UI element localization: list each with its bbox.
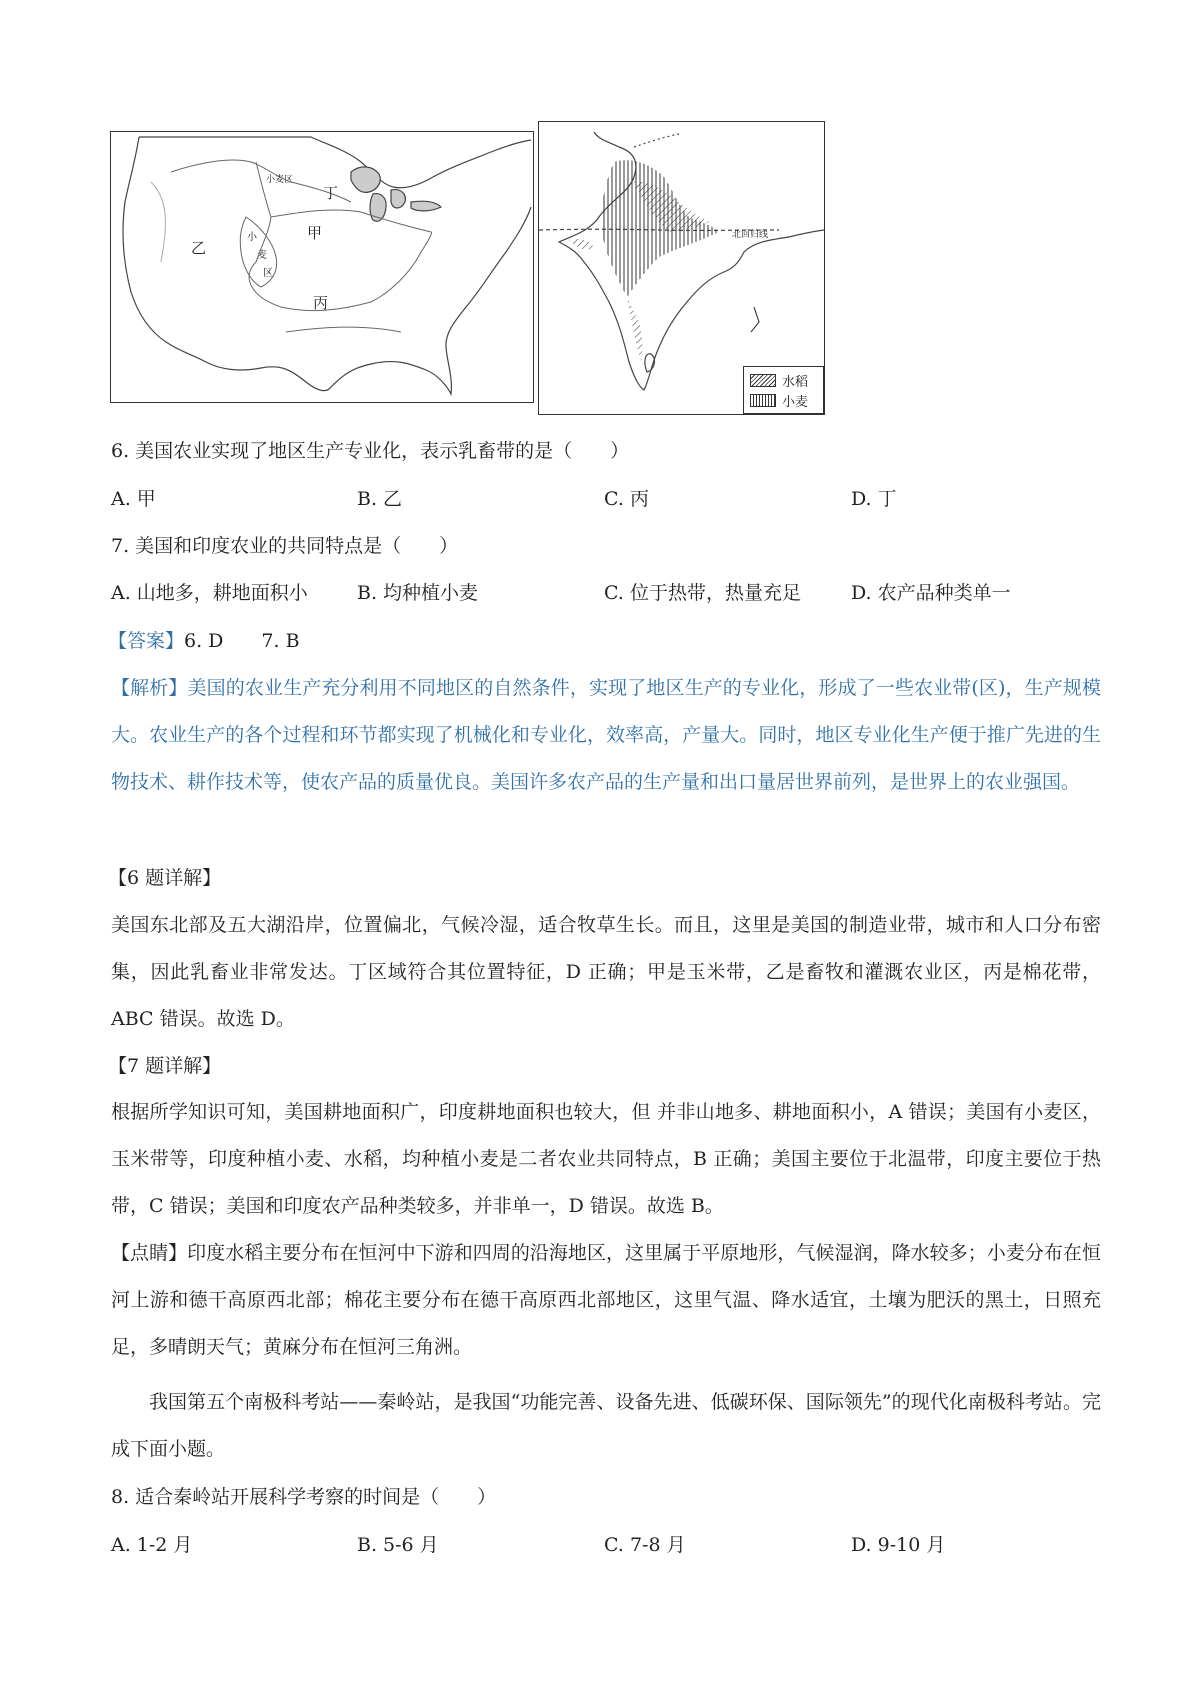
- legend-label-rice: 水稻: [782, 374, 809, 390]
- dianjing-tag: 【点睛】: [111, 1242, 188, 1264]
- q6-option-b: B. 乙: [357, 488, 403, 510]
- q6-option-d: D. 丁: [851, 488, 897, 510]
- label-wheat-north: 小麦区: [266, 175, 294, 185]
- q7-option-d: D. 农产品种类单一: [851, 582, 1011, 604]
- usa-agriculture-map: [110, 131, 534, 403]
- label-ding: 丁: [323, 184, 339, 202]
- q7-option-a: A. 山地多，耕地面积小: [111, 582, 308, 604]
- legend-item-rice: [750, 371, 808, 389]
- q8-option-b: B. 5-6 月: [357, 1534, 439, 1556]
- q7-stem: 7. 美国和印度农业的共同特点是（ ）: [111, 535, 459, 557]
- legend-item-wheat: [750, 391, 808, 409]
- q8-option-a: A. 1-2 月: [111, 1534, 193, 1556]
- india-agriculture-map: [538, 121, 825, 415]
- answer-text: 6. D 7. B: [184, 630, 300, 652]
- rice-pattern-swatch: [750, 374, 776, 387]
- label-tropic-of-cancer: 北回归线: [732, 230, 769, 240]
- legend-label-wheat: 小麦: [782, 394, 809, 410]
- answer-line: [108, 628, 300, 654]
- q7-option-b: B. 均种植小麦: [357, 582, 479, 604]
- q8-option-d: D. 9-10 月: [851, 1534, 946, 1556]
- detail6-text: 美国东北部及五大湖沿岸，位置偏北，气候冷湿，适合牧草生长。而且，这里是美国的制造业带，城市和人口分布密集，因此乳畜业非常发达。丁区域符合其位置特征，D 正确；甲是玉米带，乙是畜牧和灌溉农业区，丙是棉花带，ABC 错误。故选 D。: [111, 914, 1101, 1030]
- map-legend: [743, 366, 824, 414]
- dianjing-paragraph: [111, 1230, 1101, 1371]
- q6-stem: 6. 美国农业实现了地区生产专业化，表示乳畜带的是（ ）: [111, 440, 630, 462]
- detail7-title: 【7 题详解】: [108, 1055, 222, 1077]
- label-wheat-south-1: 小: [247, 232, 257, 243]
- q6-option-c: C. 丙: [604, 488, 649, 510]
- detail6-title: 【6 题详解】: [108, 867, 222, 889]
- dianjing-text: 印度水稻主要分布在恒河中下游和四周的沿海地区，这里属于平原地形，气候湿润，降水较多；小麦分布在恒河上游和德干高原西北部；棉花主要分布在德干高原西北部地区，这里气温、降水适宜，土壤为肥沃的黑土，日照充足，多晴朗天气；黄麻分布在恒河三角洲。: [111, 1242, 1101, 1358]
- label-wheat-south-3: 区: [263, 268, 273, 279]
- label-jia: 甲: [307, 224, 323, 242]
- q8-stem: 8. 适合秦岭站开展科学考察的时间是（ ）: [111, 1486, 497, 1508]
- analysis-text: 美国的农业生产充分利用不同地区的自然条件，实现了地区生产的专业化，形成了一些农业带(区)，生产规模大。农业生产的各个过程和环节都实现了机械化和专业化，效率高，产量大。同时，地区专业化生产便于推广先进的生物技术、耕作技术等，使农产品的质量优良。美国许多农产品的生产量和出口量居世界前列，是世界上的农业强国。: [111, 677, 1101, 793]
- q8-option-c: C. 7-8 月: [604, 1534, 686, 1556]
- detail7-text: 根据所学知识可知，美国耕地面积广，印度耕地面积也较大，但 并非山地多、耕地面积小，A 错误；美国有小麦区，玉米带等，印度种植小麦、水稻，均种植小麦是二者农业共同特点，B 正确；美国主要位于北温带，印度主要位于热带，C 错误；美国和印度农产品种类较多，并非单一，D 错误。故选 B。: [111, 1101, 1101, 1217]
- analysis-tag: 【解析】: [111, 677, 188, 699]
- wheat-pattern-swatch: [750, 394, 776, 407]
- q7-option-c: C. 位于热带，热量充足: [604, 582, 801, 604]
- passage-text: 我国第五个南极科考站——秦岭站，是我国“功能完善、设备先进、低碳环保、国际领先”的现代化南极科考站。完成下面小题。: [111, 1391, 1101, 1460]
- label-bing: 丙: [313, 294, 329, 312]
- answer-tag: 【答案】: [108, 630, 185, 652]
- q6-option-a: A. 甲: [111, 488, 156, 510]
- usa-map-outline: [111, 132, 535, 404]
- label-wheat-south-2: 麦: [257, 250, 267, 261]
- analysis-paragraph: [111, 665, 1101, 806]
- label-yi: 乙: [191, 239, 207, 257]
